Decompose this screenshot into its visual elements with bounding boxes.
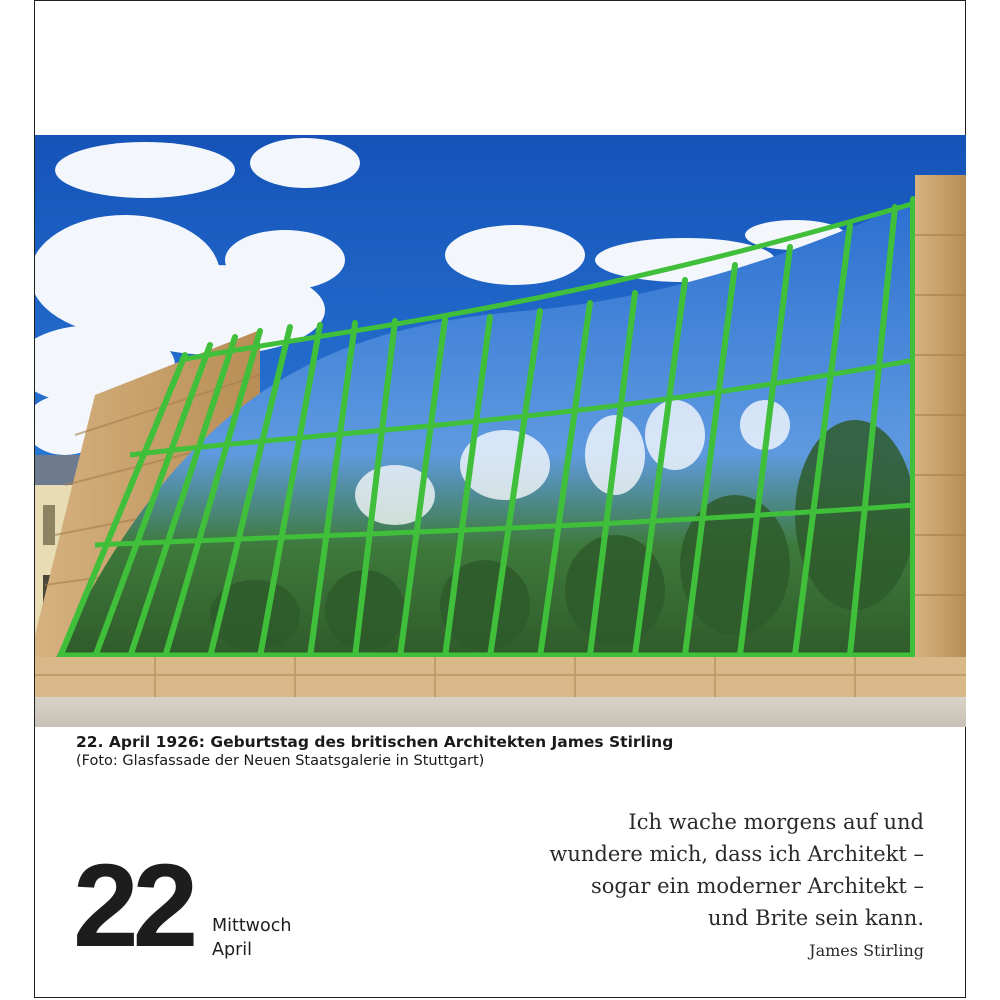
glass-facade-photo [35,135,966,727]
quote-author: James Stirling [809,941,924,960]
photo-caption [76,733,776,771]
quote-line: sogar ein moderner Architekt – [591,874,924,898]
quote-text [549,806,924,934]
caption-subtitle: (Foto: Glasfassade der Neuen Staatsgalerie in Stuttgart) [76,753,485,769]
photo-illustration [35,135,966,727]
quote-line: und Brite sein kann. [708,906,924,930]
month-label: April [212,940,252,960]
date-meta [212,914,291,962]
day-number: 22 [73,840,193,972]
weekday-label: Mittwoch [212,916,292,936]
caption-title: 22. April 1926: Geburtstag des britischen Architekten James Stirling [76,733,674,751]
date-block [73,840,193,972]
quote-line: wundere mich, dass ich Architekt – [549,842,924,866]
quote-line: Ich wache morgens auf und [628,810,924,834]
